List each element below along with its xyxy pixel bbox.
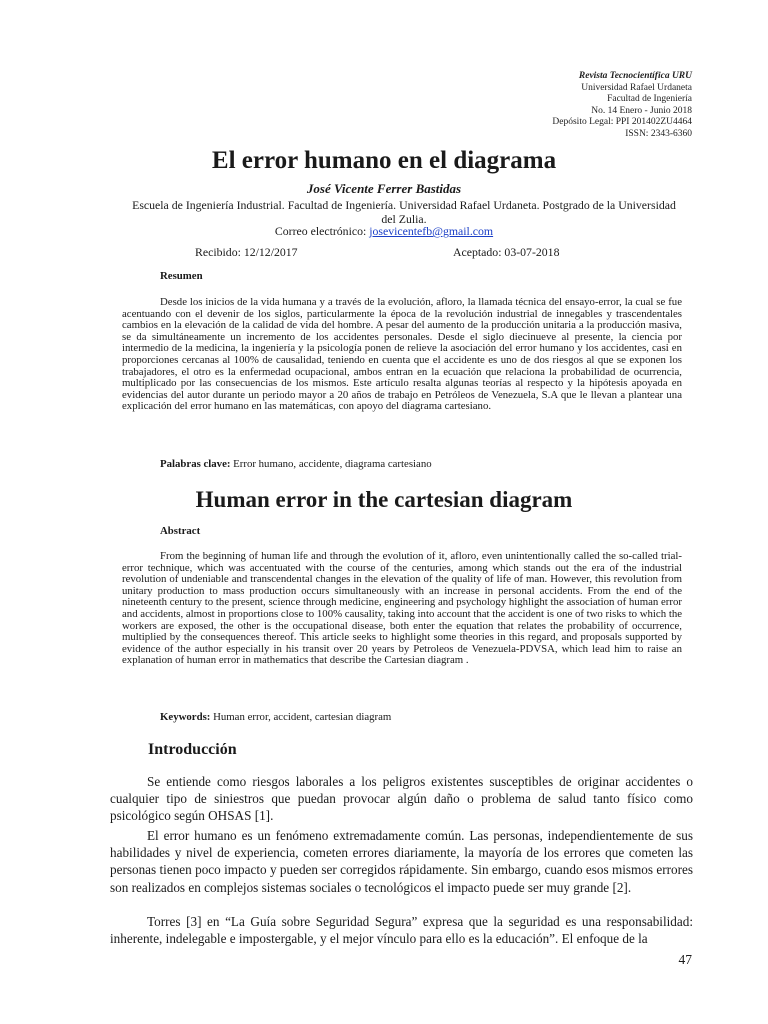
introduccion-heading: Introducción [148,741,237,758]
intro-paragraph-3: Torres [3] en “La Guía sobre Seguridad Segura” expresa que la seguridad es una responsabilidad: inherente, indelegable e impostergable, y el mejor vínculo para ello es la educación”. El enfoque de la [110,914,693,947]
intro-paragraph-1: Se entiende como riesgos laborales a los peligros existentes susceptibles de originar accidentes o cualquier tipo de siniestros que puedan provocar algún daño o problema de salud tanto físico como psicológico según OHSAS [1]. [110,774,693,824]
journal-university: Universidad Rafael Urdaneta [581,82,692,93]
author-affiliation: Escuela de Ingeniería Industrial. Facultad de Ingeniería. Universidad Rafael Urdaneta. Postgrado de la Universidad del Zulia. [132,198,676,226]
journal-issue: No. 14 Enero - Junio 2018 [591,105,692,116]
email-line [0,224,768,239]
email-link[interactable]: josevicentefb@gmail.com [369,224,494,238]
abstract-heading: Abstract [160,525,201,537]
journal-legal-deposit: Depósito Legal: PPI 201402ZU4464 [552,117,692,128]
page-number: 47 [678,952,692,967]
accepted-date: Aceptado: 03-07-2018 [453,245,560,259]
email-label: Correo electrónico: [274,224,370,238]
palabras-clave [160,458,432,470]
intro-paragraph-2: El error humano es un fenómeno extremadamente común. Las personas, independientemente de sus habilidades y nivel de experiencia, cometen errores diariamente, la mayoría de los errores que cometen las personas tienen poco impacto y pueden ser corregidos rápidamente. Sin embargo, cuando esos mismos errores son realizados en complejos sistemas sociales o tecnológicos el impacto puede ser muy grande [2]. [110,828,693,895]
journal-name: Revista Tecnocientífica URU [578,71,692,81]
journal-issn: ISSN: 2343-6360 [625,128,692,139]
abstract-text: From the beginning of human life and through the evolution of it, afloro, even unintentionally called the so-called trial-error technique, which was accentuated with the course of the centuries, among which stands out the era of the industrial revolution of undeniable and transcendental changes in the elevation of the quality of life of man. However, this revolution from unitary production to mass production occurs simultaneously with an increase in personal accidents. From the end of the nineteenth century to the present, science through medicine, engineering and psychology highlight the association of human error and accidents, almost in proportions close to 100% causality, taking into account that the accident is one of two risks to which the workers are exposed, the other is the occupational disease, both enter the equation that relates the probability of occurrence, multiplied by the consequences thereof. This article seeks to highlight some theories in this regard, and proposals supported by evidence of the author especially in his transit over 20 years by Petroleos de Venezuela-PDVSA, which lead him to raise an explanation of human error in mathematics that describe the Cartesian diagram . [122,550,683,667]
received-date: Recibido: 12/12/2017 [195,245,298,259]
keywords-values: Human error, accident, cartesian diagram [210,711,392,723]
palabras-clave-values: Error humano, accidente, diagrama cartesiano [230,458,432,470]
keywords-label: Keywords: [160,711,211,723]
journal-header [552,71,692,141]
resumen-heading: Resumen [160,270,203,282]
resumen-text: Desde los inicios de la vida humana y a través de la evolución, afloro, la llamada técnica del ensayo-error, la cual se fue acentuando con el devenir de los siglos, particularmente la época de la revolución industrial de innegables y trascendentales cambios en la elevación de la calidad de vida del hombre. A pesar del aumento de la producción unitaria a la producción masiva, se da simultáneamente un incremento de los accidentes personales. Desde el siglo diecinueve al presente, la ciencia por intermedio de la medicina, la ingeniería y la psicología ponen de relieve la asociación del error humano y los accidentes, casi en proporciones cercanas al 100% de causalidad, teniendo en cuenta que el accidente es uno de dos riesgos al que se exponen los trabajadores, el otro es la enfermedad ocupacional, ambos entran en la ecuación que relaciona la probabilidad de ocurrencia, multiplicado por las consecuencias de los mismos. Este artículo resalta algunas teorías al respecto y la hipótesis apoyada en evidencias del autor durante un periodo mayor a 20 años de trabajo en Petróleos de Venezuela, S.A que le llevan a plantear una explicación del error humano en las matemáticas, con apoyo del diagrama cartesiano. [122,296,682,413]
palabras-clave-label: Palabras clave: [160,458,231,470]
title-english: Human error in the cartesian diagram [195,487,573,512]
author-name: José Vicente Ferrer Bastidas [306,181,462,196]
title-spanish: El error humano en el diagrama [211,147,557,174]
keywords [160,711,391,723]
journal-faculty: Facultad de Ingeniería [607,94,692,105]
